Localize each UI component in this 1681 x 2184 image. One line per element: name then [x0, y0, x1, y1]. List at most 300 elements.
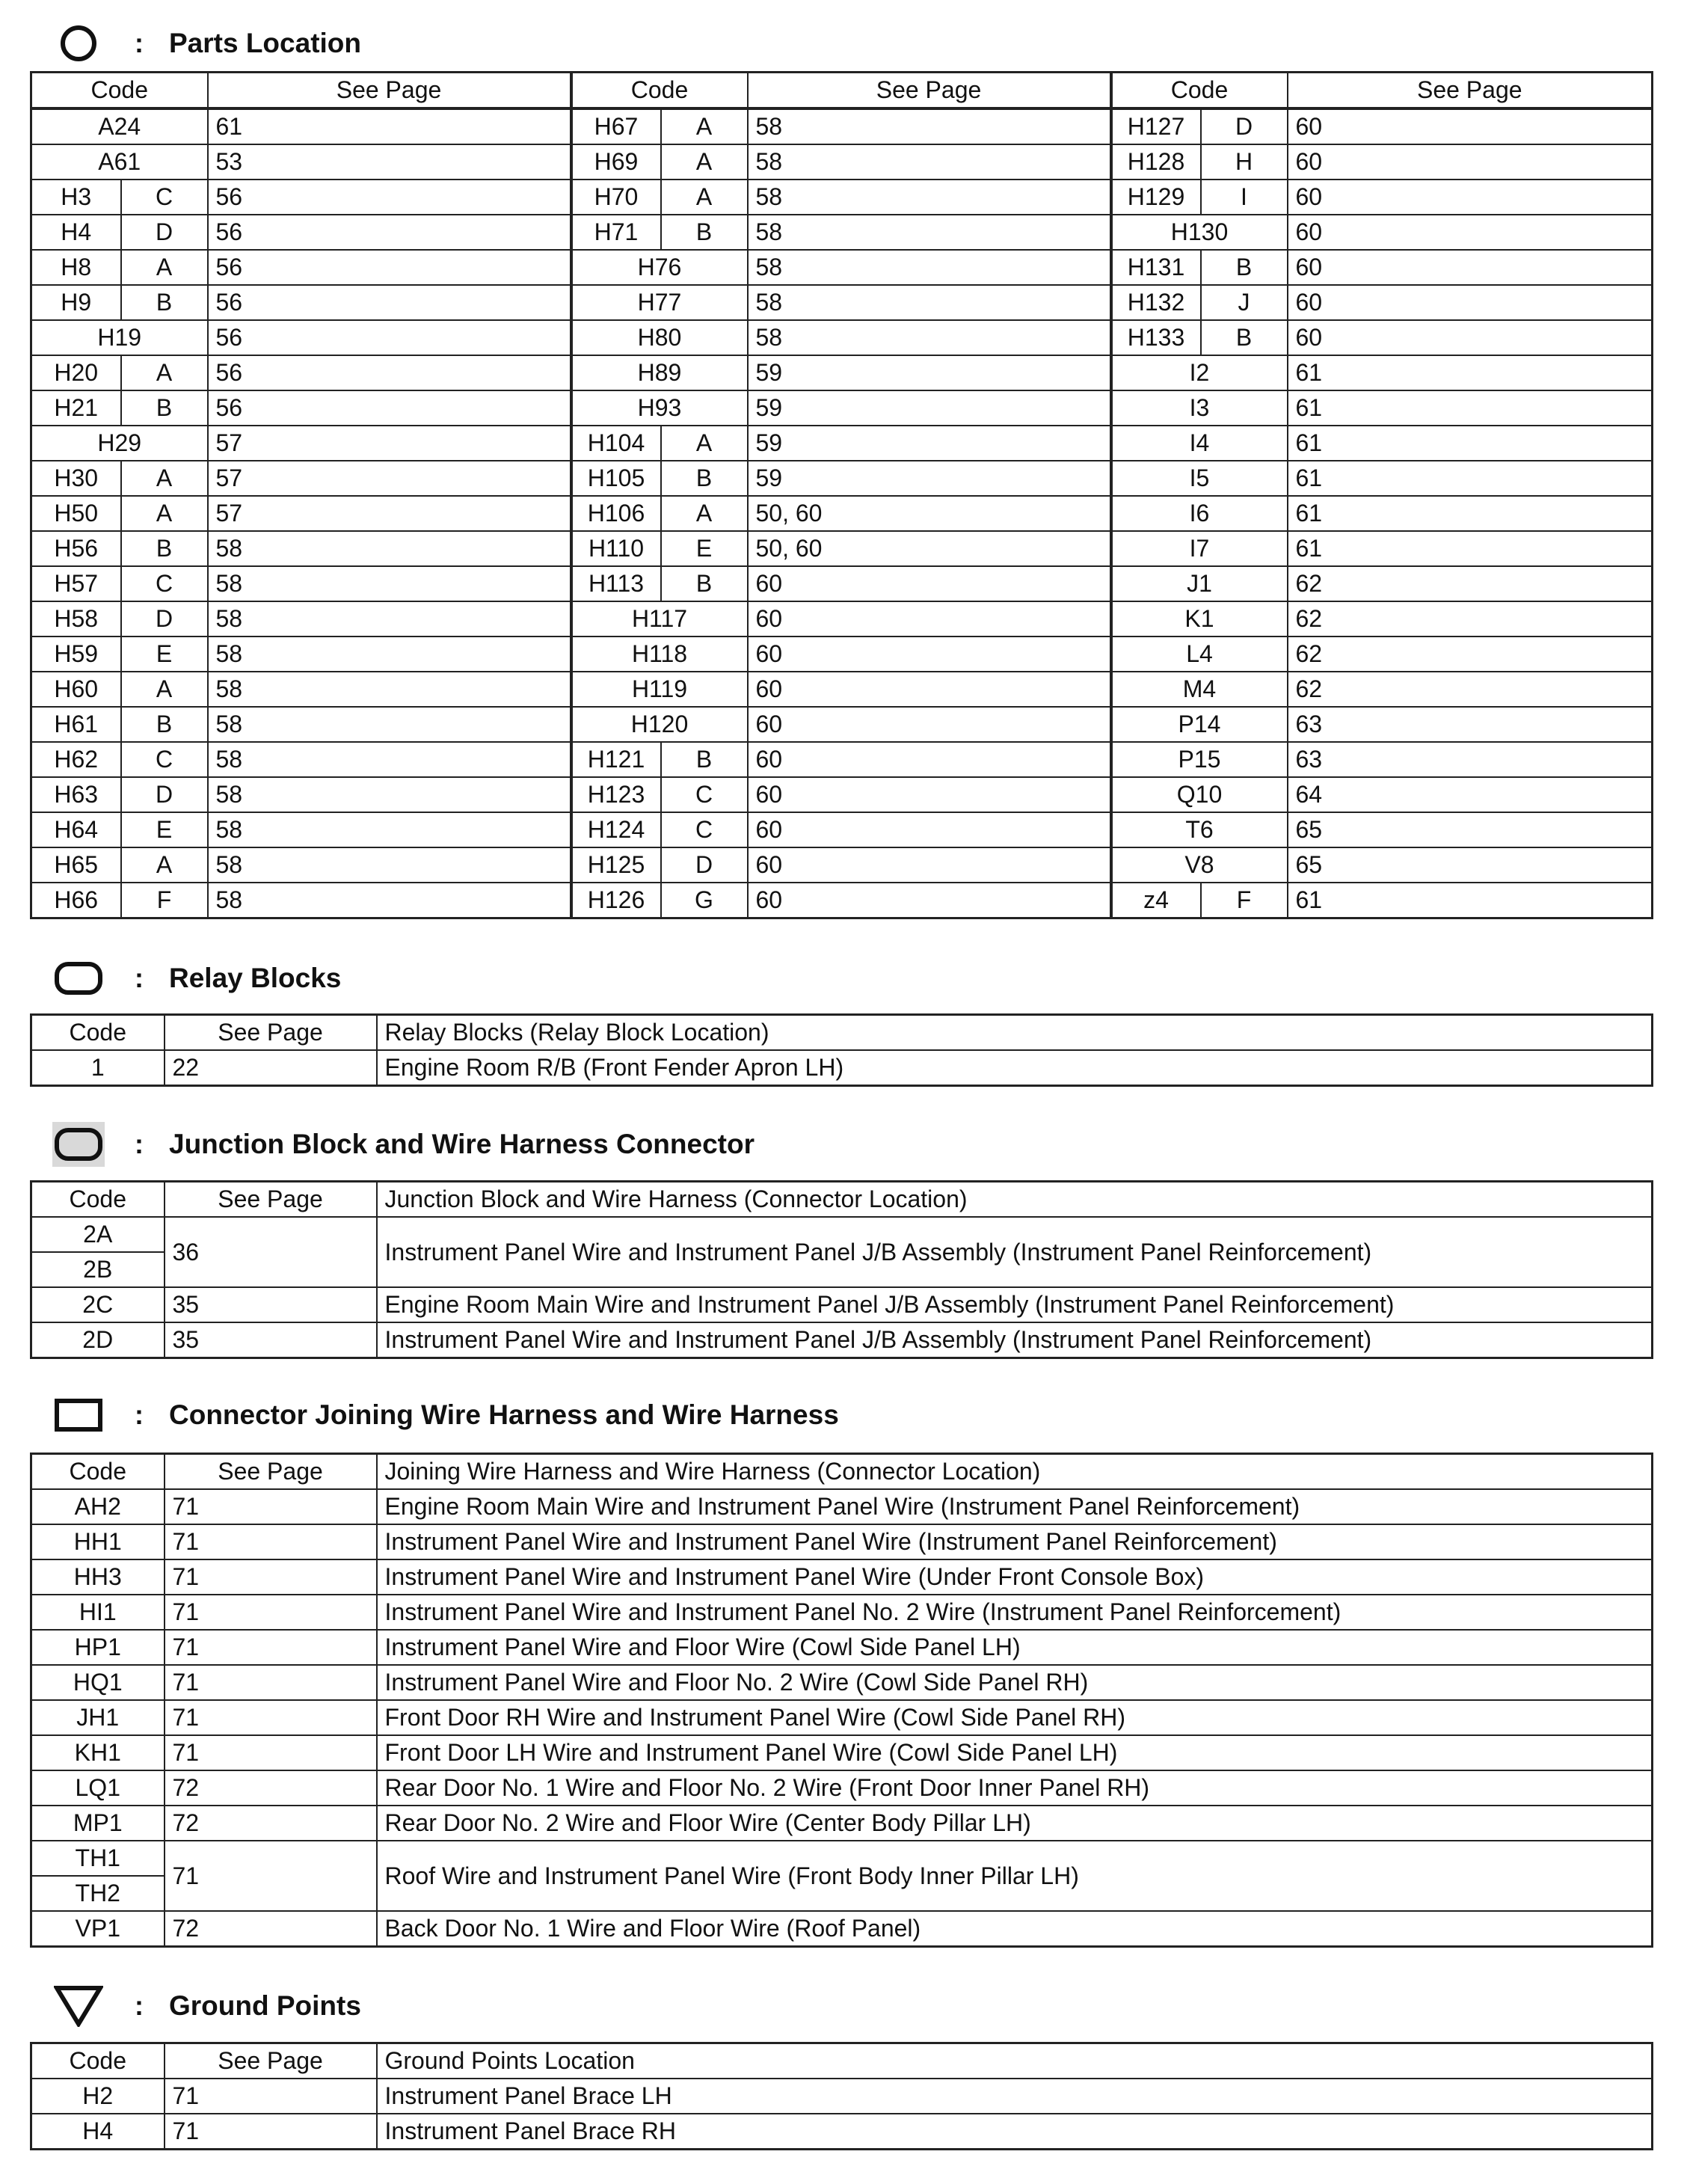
see-page: 58 — [748, 108, 1111, 144]
description-cell: Instrument Panel Wire and Instrument Panel J/B Assembly (Instrument Panel Reinforcement) — [377, 1322, 1653, 1358]
table-row — [31, 1287, 1653, 1322]
part-code: J1 — [1111, 566, 1288, 601]
part-code: H106 — [571, 496, 661, 531]
description-cell: Instrument Panel Wire and Floor Wire (Cowl Side Panel LH) — [377, 1630, 1653, 1665]
part-code: I3 — [1111, 390, 1288, 426]
part-code: H21 — [31, 390, 121, 426]
parts-location-heading — [52, 21, 361, 66]
see-page: 58 — [208, 531, 571, 566]
code-cell: MP1 — [31, 1806, 165, 1841]
header-code: Code — [1111, 73, 1288, 109]
description-cell: Rear Door No. 1 Wire and Floor No. 2 Wire (Front Door Inner Panel RH) — [377, 1770, 1653, 1806]
part-code: H117 — [571, 601, 748, 637]
see-page: 57 — [208, 426, 571, 461]
see-page: 61 — [1288, 355, 1653, 390]
part-sub-code: F — [121, 883, 208, 918]
table-row — [31, 637, 1653, 672]
table-row — [31, 1735, 1653, 1770]
part-code: H56 — [31, 531, 121, 566]
part-code: H77 — [571, 285, 748, 320]
part-sub-code: D — [121, 215, 208, 250]
header-see-page: See Page — [208, 73, 571, 109]
table-row — [31, 496, 1653, 531]
code-cell: 2B — [31, 1252, 165, 1287]
part-code: H4 — [31, 215, 121, 250]
parts-location-table — [30, 71, 1653, 919]
part-sub-code: D — [121, 777, 208, 812]
section-title: Ground Points — [169, 1990, 361, 2021]
part-code: H50 — [31, 496, 121, 531]
part-code: H118 — [571, 637, 748, 672]
part-code: z4 — [1111, 883, 1201, 918]
see-page-cell: 71 — [165, 1489, 377, 1524]
description-cell: Engine Room Main Wire and Instrument Panel Wire (Instrument Panel Reinforcement) — [377, 1489, 1653, 1524]
heading-colon: : — [135, 28, 144, 58]
see-page: 61 — [1288, 390, 1653, 426]
part-code: K1 — [1111, 601, 1288, 637]
shaded-rounded-rect-icon — [52, 1122, 105, 1167]
see-page-cell: 35 — [165, 1322, 377, 1358]
table-row — [31, 1630, 1653, 1665]
ground-points-table — [30, 2042, 1653, 2150]
see-page: 60 — [748, 566, 1111, 601]
part-sub-code: H — [1201, 144, 1288, 180]
part-sub-code: B — [661, 215, 748, 250]
see-page: 61 — [1288, 426, 1653, 461]
see-page: 56 — [208, 250, 571, 285]
see-page: 65 — [1288, 847, 1653, 883]
see-page: 57 — [208, 461, 571, 496]
part-code: L4 — [1111, 637, 1288, 672]
heading-colon: : — [135, 1399, 144, 1430]
junction-block-heading — [52, 1122, 755, 1167]
relay-blocks-table — [30, 1013, 1653, 1087]
part-code: I5 — [1111, 461, 1288, 496]
table-row — [31, 847, 1653, 883]
see-page: 58 — [208, 672, 571, 707]
code-cell: KH1 — [31, 1735, 165, 1770]
part-sub-code: B — [121, 285, 208, 320]
table-row — [31, 390, 1653, 426]
see-page: 58 — [208, 637, 571, 672]
see-page: 58 — [208, 601, 571, 637]
description-cell: Instrument Panel Brace RH — [377, 2114, 1653, 2150]
description-cell: Instrument Panel Wire and Instrument Panel J/B Assembly (Instrument Panel Reinforcement) — [377, 1217, 1653, 1287]
table-row — [31, 566, 1653, 601]
description-cell: Back Door No. 1 Wire and Floor Wire (Roof Panel) — [377, 1911, 1653, 1947]
see-page: 58 — [748, 320, 1111, 355]
description-cell: Rear Door No. 2 Wire and Floor Wire (Center Body Pillar LH) — [377, 1806, 1653, 1841]
code-cell: 2A — [31, 1217, 165, 1252]
part-code: I4 — [1111, 426, 1288, 461]
table-row — [31, 1595, 1653, 1630]
description-cell: Instrument Panel Wire and Instrument Panel Wire (Instrument Panel Reinforcement) — [377, 1524, 1653, 1559]
junction-block-table — [30, 1180, 1653, 1359]
part-sub-code: B — [1201, 320, 1288, 355]
see-page: 60 — [1288, 180, 1653, 215]
ground-points-heading — [52, 1984, 361, 2028]
see-page: 60 — [1288, 250, 1653, 285]
code-cell: HP1 — [31, 1630, 165, 1665]
part-sub-code: B — [121, 390, 208, 426]
see-page: 61 — [208, 108, 571, 144]
part-code: H3 — [31, 180, 121, 215]
see-page: 58 — [748, 144, 1111, 180]
square-icon — [52, 1393, 105, 1438]
part-code: P15 — [1111, 742, 1288, 777]
code-cell: HQ1 — [31, 1665, 165, 1700]
table-row — [31, 1770, 1653, 1806]
table-row — [31, 777, 1653, 812]
circle-icon — [52, 21, 105, 66]
part-code: M4 — [1111, 672, 1288, 707]
header-see-page: See Page — [165, 1015, 377, 1051]
code-cell: HH3 — [31, 1559, 165, 1595]
part-sub-code: D — [661, 847, 748, 883]
part-sub-code: B — [661, 461, 748, 496]
part-code: H19 — [31, 320, 208, 355]
code-cell: JH1 — [31, 1700, 165, 1735]
description-cell: Engine Room R/B (Front Fender Apron LH) — [377, 1050, 1653, 1086]
see-page: 50, 60 — [748, 531, 1111, 566]
part-sub-code: I — [1201, 180, 1288, 215]
see-page: 59 — [748, 426, 1111, 461]
table-row — [31, 707, 1653, 742]
part-code: H29 — [31, 426, 208, 461]
part-code: H76 — [571, 250, 748, 285]
see-page: 63 — [1288, 742, 1653, 777]
part-code: H131 — [1111, 250, 1201, 285]
description-cell: Instrument Panel Wire and Instrument Panel No. 2 Wire (Instrument Panel Reinforcement) — [377, 1595, 1653, 1630]
code-cell: TH2 — [31, 1876, 165, 1911]
part-code: H57 — [31, 566, 121, 601]
header-code: Code — [31, 2043, 165, 2079]
see-page: 56 — [208, 215, 571, 250]
code-cell: VP1 — [31, 1911, 165, 1947]
part-sub-code: F — [1201, 883, 1288, 918]
see-page: 56 — [208, 390, 571, 426]
description-cell: Engine Room Main Wire and Instrument Panel J/B Assembly (Instrument Panel Reinforcement) — [377, 1287, 1653, 1322]
header-description: Ground Points Location — [377, 2043, 1653, 2079]
code-cell: LQ1 — [31, 1770, 165, 1806]
part-code: T6 — [1111, 812, 1288, 847]
table-row — [31, 1700, 1653, 1735]
part-sub-code: A — [121, 496, 208, 531]
header-description: Relay Blocks (Relay Block Location) — [377, 1015, 1653, 1051]
see-page: 56 — [208, 285, 571, 320]
see-page: 59 — [748, 390, 1111, 426]
see-page: 60 — [1288, 215, 1653, 250]
part-code: H120 — [571, 707, 748, 742]
part-sub-code: A — [661, 144, 748, 180]
connector-joining-heading — [52, 1393, 839, 1438]
code-cell: H4 — [31, 2114, 165, 2150]
see-page-cell: 72 — [165, 1806, 377, 1841]
section-title: Junction Block and Wire Harness Connector — [169, 1129, 755, 1159]
code-cell: H2 — [31, 2079, 165, 2114]
part-code: H60 — [31, 672, 121, 707]
see-page-cell: 71 — [165, 1559, 377, 1595]
see-page: 64 — [1288, 777, 1653, 812]
see-page: 61 — [1288, 461, 1653, 496]
see-page: 60 — [748, 777, 1111, 812]
section-title: Relay Blocks — [169, 963, 342, 993]
see-page: 58 — [208, 707, 571, 742]
see-page: 60 — [1288, 320, 1653, 355]
see-page: 53 — [208, 144, 571, 180]
part-code: H133 — [1111, 320, 1201, 355]
part-code: H30 — [31, 461, 121, 496]
section-title: Connector Joining Wire Harness and Wire Harness — [169, 1399, 839, 1430]
part-code: H110 — [571, 531, 661, 566]
table-row — [31, 285, 1653, 320]
table-row — [31, 1841, 1653, 1876]
part-code: H89 — [571, 355, 748, 390]
part-sub-code: D — [121, 601, 208, 637]
see-page: 56 — [208, 320, 571, 355]
see-page: 58 — [748, 180, 1111, 215]
part-code: I7 — [1111, 531, 1288, 566]
table-row — [31, 250, 1653, 285]
part-sub-code: C — [121, 566, 208, 601]
part-code: H70 — [571, 180, 661, 215]
see-page: 61 — [1288, 883, 1653, 918]
see-page-cell: 71 — [165, 1735, 377, 1770]
see-page-cell: 36 — [165, 1217, 377, 1287]
part-code: H8 — [31, 250, 121, 285]
header-see-page: See Page — [165, 1454, 377, 1490]
table-row — [31, 742, 1653, 777]
triangle-icon — [52, 1984, 105, 2028]
header-see-page: See Page — [748, 73, 1111, 109]
code-cell: HH1 — [31, 1524, 165, 1559]
part-code: H59 — [31, 637, 121, 672]
see-page: 60 — [748, 672, 1111, 707]
description-cell: Front Door LH Wire and Instrument Panel Wire (Cowl Side Panel LH) — [377, 1735, 1653, 1770]
part-code: H67 — [571, 108, 661, 144]
code-cell: HI1 — [31, 1595, 165, 1630]
see-page-cell: 71 — [165, 1524, 377, 1559]
header-code: Code — [31, 1454, 165, 1490]
see-page-cell: 22 — [165, 1050, 377, 1086]
see-page-cell: 72 — [165, 1911, 377, 1947]
see-page-cell: 71 — [165, 2114, 377, 2150]
see-page: 56 — [208, 180, 571, 215]
part-sub-code: J — [1201, 285, 1288, 320]
part-code: H119 — [571, 672, 748, 707]
part-code: H80 — [571, 320, 748, 355]
part-sub-code: C — [661, 812, 748, 847]
part-sub-code: B — [661, 566, 748, 601]
part-code: H123 — [571, 777, 661, 812]
part-sub-code: C — [121, 180, 208, 215]
rounded-rect-icon — [52, 956, 105, 1001]
see-page: 60 — [748, 883, 1111, 918]
table-row — [31, 812, 1653, 847]
part-code: H124 — [571, 812, 661, 847]
table-header-row — [31, 1454, 1653, 1490]
see-page-cell: 71 — [165, 1841, 377, 1911]
header-code: Code — [31, 1182, 165, 1218]
table-row — [31, 1050, 1653, 1086]
table-row — [31, 1524, 1653, 1559]
header-see-page: See Page — [165, 1182, 377, 1218]
see-page: 60 — [1288, 108, 1653, 144]
part-sub-code: E — [661, 531, 748, 566]
header-code: Code — [31, 73, 208, 109]
see-page: 62 — [1288, 566, 1653, 601]
table-row — [31, 883, 1653, 918]
code-cell: 1 — [31, 1050, 165, 1086]
part-sub-code: G — [661, 883, 748, 918]
part-sub-code: A — [121, 672, 208, 707]
see-page: 59 — [748, 355, 1111, 390]
table-row — [31, 1665, 1653, 1700]
code-cell: AH2 — [31, 1489, 165, 1524]
description-cell: Roof Wire and Instrument Panel Wire (Front Body Inner Pillar LH) — [377, 1841, 1653, 1911]
table-row — [31, 355, 1653, 390]
see-page: 60 — [748, 637, 1111, 672]
description-cell: Instrument Panel Brace LH — [377, 2079, 1653, 2114]
see-page: 63 — [1288, 707, 1653, 742]
table-row — [31, 1911, 1653, 1947]
see-page: 58 — [208, 812, 571, 847]
table-row — [31, 461, 1653, 496]
part-code: H71 — [571, 215, 661, 250]
part-code: H130 — [1111, 215, 1288, 250]
part-code: H66 — [31, 883, 121, 918]
part-sub-code: E — [121, 812, 208, 847]
see-page: 57 — [208, 496, 571, 531]
see-page: 50, 60 — [748, 496, 1111, 531]
table-row — [31, 1559, 1653, 1595]
part-code: H128 — [1111, 144, 1201, 180]
table-row — [31, 2114, 1653, 2150]
table-header-row — [31, 1182, 1653, 1218]
part-code: Q10 — [1111, 777, 1288, 812]
table-row — [31, 1489, 1653, 1524]
table-row — [31, 108, 1653, 144]
code-cell: 2C — [31, 1287, 165, 1322]
part-sub-code: E — [121, 637, 208, 672]
table-row — [31, 144, 1653, 180]
part-code: H58 — [31, 601, 121, 637]
table-row — [31, 1806, 1653, 1841]
see-page: 60 — [748, 601, 1111, 637]
heading-colon: : — [135, 1129, 144, 1159]
see-page: 60 — [1288, 144, 1653, 180]
part-code: H121 — [571, 742, 661, 777]
part-code: V8 — [1111, 847, 1288, 883]
part-code: H69 — [571, 144, 661, 180]
part-sub-code: B — [121, 707, 208, 742]
table-row — [31, 672, 1653, 707]
table-header-row — [31, 73, 1653, 109]
part-code: H61 — [31, 707, 121, 742]
description-cell: Instrument Panel Wire and Floor No. 2 Wire (Cowl Side Panel RH) — [377, 1665, 1653, 1700]
header-description: Junction Block and Wire Harness (Connector Location) — [377, 1182, 1653, 1218]
see-page: 61 — [1288, 531, 1653, 566]
see-page: 61 — [1288, 496, 1653, 531]
see-page: 62 — [1288, 672, 1653, 707]
description-cell: Front Door RH Wire and Instrument Panel Wire (Cowl Side Panel RH) — [377, 1700, 1653, 1735]
header-see-page: See Page — [1288, 73, 1653, 109]
heading-colon: : — [135, 963, 144, 993]
part-sub-code: A — [121, 847, 208, 883]
connector-joining-table — [30, 1453, 1653, 1948]
part-code: H105 — [571, 461, 661, 496]
see-page-cell: 71 — [165, 2079, 377, 2114]
see-page: 58 — [208, 566, 571, 601]
part-code: H104 — [571, 426, 661, 461]
see-page: 60 — [748, 707, 1111, 742]
description-cell: Instrument Panel Wire and Instrument Panel Wire (Under Front Console Box) — [377, 1559, 1653, 1595]
see-page-cell: 71 — [165, 1630, 377, 1665]
see-page: 58 — [748, 215, 1111, 250]
table-row — [31, 2079, 1653, 2114]
part-code: H93 — [571, 390, 748, 426]
heading-colon: : — [135, 1990, 144, 2021]
see-page: 62 — [1288, 637, 1653, 672]
part-code: I2 — [1111, 355, 1288, 390]
part-sub-code: B — [1201, 250, 1288, 285]
table-row — [31, 531, 1653, 566]
header-code: Code — [31, 1015, 165, 1051]
table-row — [31, 426, 1653, 461]
part-sub-code: A — [121, 355, 208, 390]
part-code: H64 — [31, 812, 121, 847]
table-row — [31, 180, 1653, 215]
part-code: H127 — [1111, 108, 1201, 144]
see-page: 56 — [208, 355, 571, 390]
table-row — [31, 1322, 1653, 1358]
see-page-cell: 71 — [165, 1595, 377, 1630]
part-code: H132 — [1111, 285, 1201, 320]
see-page: 60 — [748, 812, 1111, 847]
see-page: 65 — [1288, 812, 1653, 847]
code-cell: 2D — [31, 1322, 165, 1358]
see-page: 58 — [748, 285, 1111, 320]
table-row — [31, 215, 1653, 250]
see-page: 62 — [1288, 601, 1653, 637]
part-sub-code: A — [661, 426, 748, 461]
part-sub-code: C — [121, 742, 208, 777]
see-page: 60 — [748, 847, 1111, 883]
part-code: H63 — [31, 777, 121, 812]
see-page-cell: 35 — [165, 1287, 377, 1322]
code-cell: TH1 — [31, 1841, 165, 1876]
see-page-cell: 71 — [165, 1700, 377, 1735]
see-page: 58 — [208, 742, 571, 777]
table-row — [31, 320, 1653, 355]
part-sub-code: A — [661, 180, 748, 215]
header-description: Joining Wire Harness and Wire Harness (Connector Location) — [377, 1454, 1653, 1490]
see-page: 60 — [748, 742, 1111, 777]
part-code: H125 — [571, 847, 661, 883]
table-row — [31, 1217, 1653, 1252]
part-sub-code: A — [121, 461, 208, 496]
part-code: H62 — [31, 742, 121, 777]
part-code: H129 — [1111, 180, 1201, 215]
see-page: 58 — [748, 250, 1111, 285]
part-code: H113 — [571, 566, 661, 601]
part-code: A24 — [31, 108, 208, 144]
see-page: 58 — [208, 777, 571, 812]
see-page: 58 — [208, 847, 571, 883]
part-code: A61 — [31, 144, 208, 180]
section-title: Parts Location — [169, 28, 361, 58]
part-code: I6 — [1111, 496, 1288, 531]
